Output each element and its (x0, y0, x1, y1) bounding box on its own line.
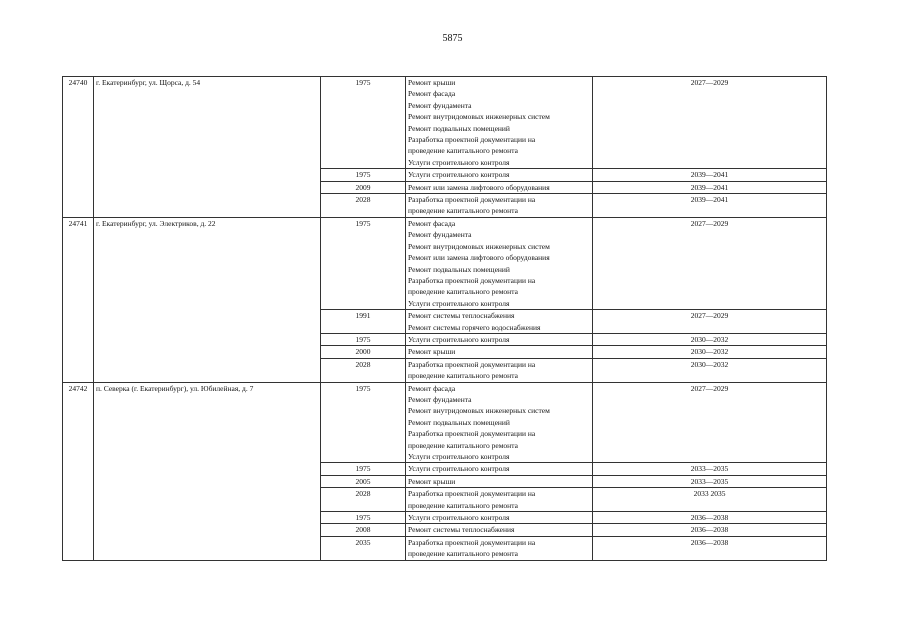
work-type-line: Ремонт или замена лифтового оборудования (408, 253, 550, 263)
work-types (406, 333, 593, 345)
work-type-line: Ремонт системы теплоснабжения (408, 525, 515, 535)
table-row (63, 77, 827, 169)
planned-period: 2027—2029 (593, 77, 827, 169)
work-type-line: Услуги строительного контроля (408, 298, 510, 308)
work-type-line: Ремонт подвальных помещений (408, 123, 510, 133)
work-type-line: Услуги строительного контроля (408, 452, 510, 461)
work-types (406, 310, 593, 334)
work-types (406, 536, 593, 560)
repair-year: 1975 (321, 382, 406, 463)
work-type-line: проведение капитального ремонта (408, 440, 518, 450)
planned-period: 2030—2032 (593, 346, 827, 358)
repair-year: 2028 (321, 194, 406, 218)
work-type-line: Ремонт фундамента (408, 230, 472, 240)
work-type-line: Разработка проектной документации на (408, 537, 536, 547)
building-address: п. Северка (г. Екатеринбург), ул. Юбилейная, д. 7 (94, 382, 321, 560)
repair-year: 2028 (321, 358, 406, 382)
planned-period: 2036—2038 (593, 536, 827, 560)
repair-year: 1991 (321, 310, 406, 334)
work-types (406, 512, 593, 524)
work-type-line: проведение капитального ремонта (408, 146, 518, 156)
work-type-line: проведение капитального ремонта (408, 549, 518, 559)
planned-period: 2027—2029 (593, 217, 827, 309)
planned-period: 2036—2038 (593, 512, 827, 524)
work-types (406, 181, 593, 193)
planned-period: 2027—2029 (593, 310, 827, 334)
repair-year: 2009 (321, 181, 406, 193)
work-types (406, 524, 593, 536)
work-type-line: Ремонт внутридомовых инженерных систем (408, 112, 550, 122)
repair-year: 1975 (321, 333, 406, 345)
building-number: 24741 (63, 217, 94, 382)
building-address: г. Екатеринбург, ул. Щорса, д. 54 (94, 77, 321, 218)
work-type-line: проведение капитального ремонта (408, 371, 518, 381)
repair-year: 1975 (321, 77, 406, 169)
work-type-line: проведение капитального ремонта (408, 287, 518, 297)
repair-schedule-table (62, 76, 827, 561)
planned-period: 2039—2041 (593, 194, 827, 218)
repair-year: 2008 (321, 524, 406, 536)
work-types (406, 217, 593, 309)
planned-period: 2030—2032 (593, 333, 827, 345)
work-type-line: Услуги строительного контроля (408, 464, 510, 474)
work-type-line: Ремонт системы горячего водоснабжения (408, 322, 541, 332)
work-type-line: Ремонт системы теплоснабжения (408, 311, 515, 321)
work-types (406, 346, 593, 358)
work-type-line: Ремонт крыши (408, 347, 456, 357)
work-type-line: Разработка проектной документации на (408, 359, 536, 369)
planned-period: 2030—2032 (593, 358, 827, 382)
planned-period: 2039—2041 (593, 169, 827, 181)
building-number: 24742 (63, 382, 94, 560)
work-type-line: Ремонт крыши (408, 476, 456, 486)
table-body (63, 77, 827, 561)
work-types (406, 77, 593, 169)
repair-year: 1975 (321, 217, 406, 309)
work-type-line: Услуги строительного контроля (408, 513, 510, 523)
work-type-line: проведение капитального ремонта (408, 500, 518, 510)
work-type-line: Услуги строительного контроля (408, 170, 510, 180)
work-type-line: Разработка проектной документации на (408, 429, 536, 439)
work-type-line: Разработка проектной документации на (408, 275, 536, 285)
work-types (406, 169, 593, 181)
work-types (406, 382, 593, 463)
work-type-line: Ремонт крыши (408, 78, 456, 87)
work-type-line: Ремонт или замена лифтового оборудования (408, 182, 550, 192)
repair-year: 2005 (321, 475, 406, 487)
work-type-line: Ремонт фасада (408, 218, 456, 228)
planned-period: 2027—2029 (593, 382, 827, 463)
work-types (406, 475, 593, 487)
work-type-line: Услуги строительного контроля (408, 157, 510, 167)
work-types (406, 463, 593, 475)
work-type-line: Разработка проектной документации на (408, 195, 536, 205)
planned-period: 2036—2038 (593, 524, 827, 536)
work-type-line: Услуги строительного контроля (408, 334, 510, 344)
work-type-line: Ремонт фундамента (408, 394, 472, 404)
work-type-line: Ремонт фасада (408, 383, 456, 393)
table-row (63, 217, 827, 309)
work-type-line: Разработка проектной документации на (408, 135, 536, 145)
work-types (406, 488, 593, 512)
repair-year: 1975 (321, 169, 406, 181)
work-type-line: Ремонт внутридомовых инженерных систем (408, 241, 550, 251)
repair-year: 2035 (321, 536, 406, 560)
planned-period: 2033 2035 (593, 488, 827, 512)
work-types (406, 358, 593, 382)
building-number: 24740 (63, 77, 94, 218)
planned-period: 2033—2035 (593, 475, 827, 487)
work-type-line: Ремонт подвальных помещений (408, 264, 510, 274)
repair-year: 1975 (321, 463, 406, 475)
work-type-line: Разработка проектной документации на (408, 489, 536, 499)
work-type-line: Ремонт фасада (408, 89, 456, 99)
planned-period: 2033—2035 (593, 463, 827, 475)
work-type-line: Ремонт фундамента (408, 100, 472, 110)
planned-period: 2039—2041 (593, 181, 827, 193)
work-types (406, 194, 593, 218)
table-row (63, 382, 827, 463)
repair-year: 2028 (321, 488, 406, 512)
work-type-line: Ремонт внутридомовых инженерных систем (408, 406, 550, 416)
page-number: 5875 (442, 33, 463, 44)
work-type-line: Ремонт подвальных помещений (408, 417, 510, 427)
repair-year: 2000 (321, 346, 406, 358)
repair-year: 1975 (321, 512, 406, 524)
work-type-line: проведение капитального ремонта (408, 206, 518, 216)
building-address: г. Екатеринбург, ул. Электриков, д. 22 (94, 217, 321, 382)
